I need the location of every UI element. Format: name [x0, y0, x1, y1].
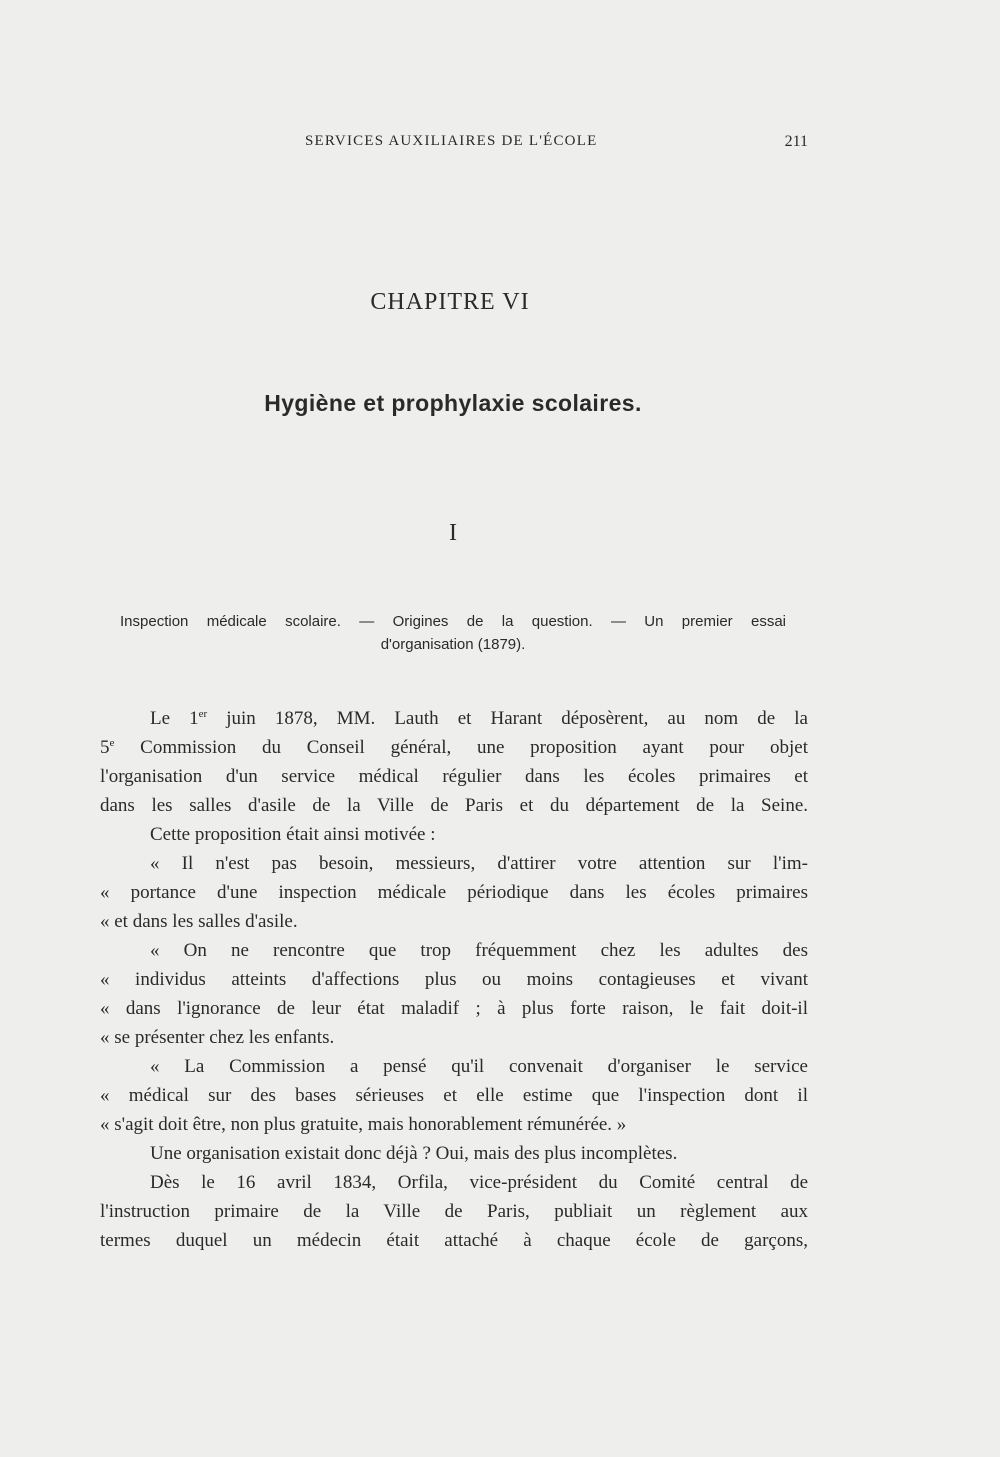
text-line: Une organisation existait donc déjà ? Oui, mais des plus incomplètes. — [150, 1143, 678, 1164]
text-line: Cette proposition était ainsi motivée : — [150, 824, 436, 845]
text-fragment: Commission du Conseil général, une proposition ayant pour objet — [114, 737, 808, 758]
superscript: er — [198, 708, 208, 720]
body-text — [100, 704, 808, 1255]
text-line: « et dans les salles d'asile. — [100, 911, 298, 932]
text-line: « individus atteints d'affections plus ou moins contagieuses et vivant — [100, 969, 808, 990]
text-fragment: 5 — [100, 737, 110, 758]
running-title: SERVICES AUXILIAIRES DE L'ÉCOLE — [305, 133, 598, 149]
text-line: termes duquel un médecin était attaché à chaque école de garçons, — [100, 1230, 808, 1251]
text-line: « portance d'une inspection médicale périodique dans les écoles primaires — [100, 882, 808, 903]
text-line: « se présenter chez les enfants. — [100, 1027, 335, 1048]
chapter-title: Hygiène et prophylaxie scolaires. — [264, 390, 642, 416]
text-fragment: juin 1878, MM. Lauth et Harant déposèrent, au nom de la — [207, 708, 808, 729]
summary-line: Inspection médicale scolaire. — Origines de la question. — Un premier essai — [120, 613, 786, 630]
running-head — [100, 133, 808, 157]
text-line: l'organisation d'un service médical régulier dans les écoles primaires et — [100, 766, 808, 787]
text-line — [100, 733, 808, 762]
text-line: « Il n'est pas besoin, messieurs, d'attirer votre attention sur l'im- — [150, 853, 808, 874]
text-line: Dès le 16 avril 1834, Orfila, vice-président du Comité central de — [150, 1172, 808, 1193]
page-number: 211 — [784, 133, 808, 150]
text-fragment: Le 1 — [150, 708, 199, 729]
section-number: I — [449, 520, 457, 546]
text-line: « dans l'ignorance de leur état maladif ; à plus forte raison, le fait doit-il — [100, 998, 808, 1019]
section-summary — [120, 610, 786, 656]
chapter-label: CHAPITRE VI — [370, 289, 530, 315]
text-line: « La Commission a pensé qu'il convenait d'organiser le service — [150, 1056, 808, 1077]
text-line: « s'agit doit être, non plus gratuite, mais honorablement rémunérée. » — [100, 1114, 627, 1135]
text-line: « On ne rencontre que trop fréquemment chez les adultes des — [150, 940, 808, 961]
text-line: dans les salles d'asile de la Ville de Paris et du département de la Seine. — [100, 795, 808, 816]
superscript: e — [109, 737, 115, 749]
text-line: « médical sur des bases sérieuses et elle estime que l'inspection dont il — [100, 1085, 808, 1106]
summary-line: d'organisation (1879). — [380, 636, 526, 653]
text-line: l'instruction primaire de la Ville de Paris, publiait un règlement aux — [100, 1201, 808, 1222]
text-line — [100, 704, 808, 733]
